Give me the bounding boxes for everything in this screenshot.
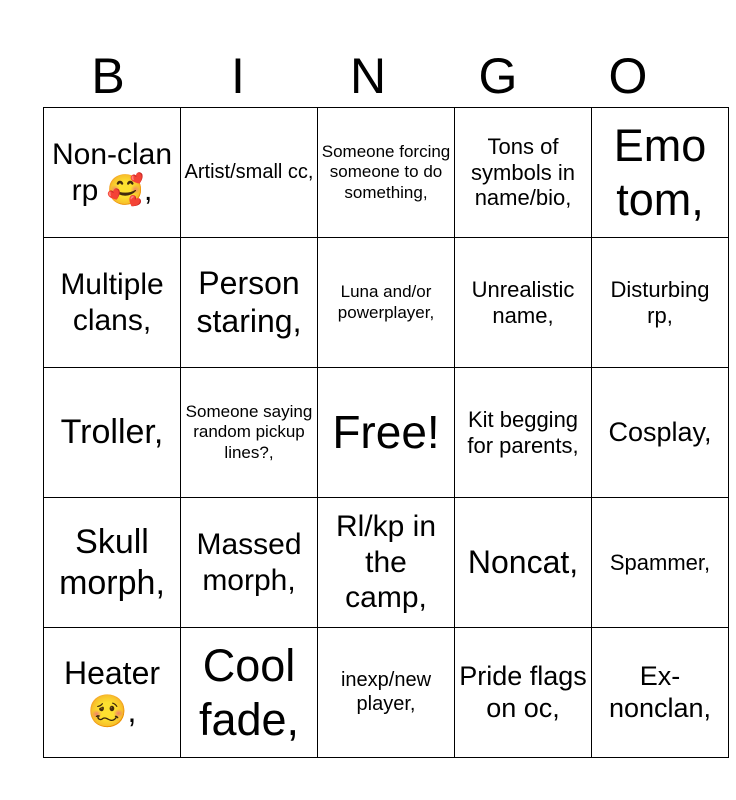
bingo-cell-r3-c2[interactable]: Someone saying random pickup lines?, <box>181 368 318 498</box>
bingo-cell-r2-c1[interactable]: Multiple clans, <box>44 238 181 368</box>
board-row-3 <box>44 368 729 498</box>
bingo-cell-r5-c2[interactable]: Cool fade, <box>181 628 318 758</box>
bingo-cell-r1-c4[interactable]: Tons of symbols in name/bio, <box>455 108 592 238</box>
header-letter-o: O <box>608 48 648 104</box>
bingo-cell-r3-c5[interactable]: Cosplay, <box>592 368 729 498</box>
header-letter-b: B <box>91 48 125 104</box>
bingo-cell-r5-c1[interactable]: Heater 🥴, <box>44 628 181 758</box>
board-row-1 <box>44 108 729 238</box>
board-row-5 <box>44 628 729 758</box>
board-row-2 <box>44 238 729 368</box>
bingo-cell-free[interactable]: Free! <box>318 368 455 498</box>
bingo-cell-r2-c2[interactable]: Person staring, <box>181 238 318 368</box>
header-letter-g: G <box>478 48 518 104</box>
board-row-4 <box>44 498 729 628</box>
bingo-cell-r3-c4[interactable]: Kit begging for parents, <box>455 368 592 498</box>
bingo-board <box>43 107 729 758</box>
bingo-cell-r2-c5[interactable]: Disturbing rp, <box>592 238 729 368</box>
header-letter-n: N <box>349 48 387 104</box>
bingo-cell-r3-c1[interactable]: Troller, <box>44 368 181 498</box>
header-letter-i: I <box>231 48 245 104</box>
bingo-cell-r4-c3[interactable]: Rl/kp in the camp, <box>318 498 455 628</box>
bingo-cell-r4-c1[interactable]: Skull morph, <box>44 498 181 628</box>
bingo-cell-r2-c3[interactable]: Luna and/or powerplayer, <box>318 238 455 368</box>
bingo-cell-r1-c3[interactable]: Someone forcing someone to do something, <box>318 108 455 238</box>
bingo-cell-r4-c2[interactable]: Massed morph, <box>181 498 318 628</box>
bingo-cell-r4-c5[interactable]: Spammer, <box>592 498 729 628</box>
bingo-cell-r5-c3[interactable]: inexp/new player, <box>318 628 455 758</box>
bingo-cell-r1-c5[interactable]: Emo tom, <box>592 108 729 238</box>
bingo-cell-r2-c4[interactable]: Unrealistic name, <box>455 238 592 368</box>
bingo-cell-r1-c1[interactable]: Non-clan rp 🥰, <box>44 108 181 238</box>
bingo-cell-r1-c2[interactable]: Artist/small cc, <box>181 108 318 238</box>
bingo-cell-r5-c5[interactable]: Ex-nonclan, <box>592 628 729 758</box>
bingo-header <box>43 44 693 108</box>
bingo-cell-r5-c4[interactable]: Pride flags on oc, <box>455 628 592 758</box>
bingo-cell-r4-c4[interactable]: Noncat, <box>455 498 592 628</box>
